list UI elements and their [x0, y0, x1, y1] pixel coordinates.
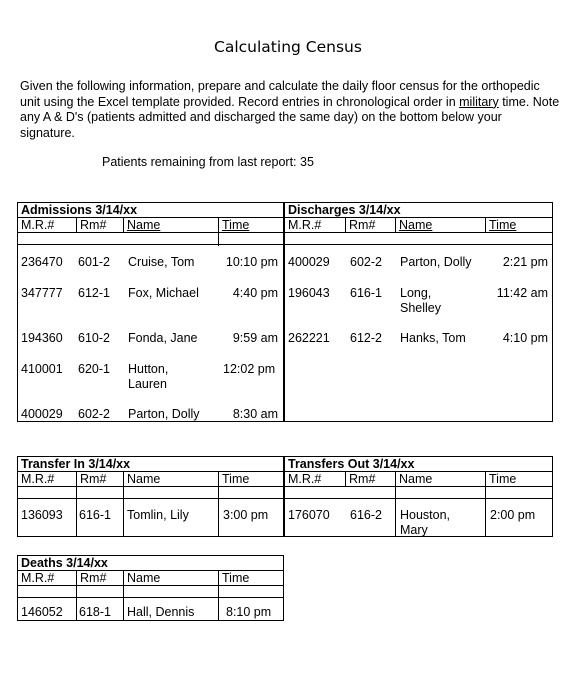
transfer-in-col-rm: Rm# [76, 472, 106, 486]
room-number: 618-1 [79, 605, 111, 619]
transfers-out-col-mr: M.R.# [288, 472, 322, 486]
mr-number: 262221 [288, 331, 330, 345]
event-time: 12:02 pm [223, 362, 276, 376]
event-time: 9:59 am [232, 331, 278, 345]
admissions-divider [218, 233, 219, 246]
mr-number: 236470 [21, 255, 63, 269]
transfer-in-divider [76, 487, 77, 536]
event-time: 11:42 am [496, 286, 548, 300]
room-number: 612-1 [78, 286, 110, 300]
room-number: 601-2 [78, 255, 110, 269]
mr-number: 176070 [288, 508, 330, 522]
document-title: Calculating Census [214, 38, 362, 56]
patient-name: Parton, Dolly [400, 255, 472, 269]
room-number: 610-2 [78, 331, 110, 345]
transfer-in-table [17, 456, 284, 537]
admissions-col-mr: M.R.# [21, 218, 55, 232]
patient-name: Cruise, Tom [128, 255, 195, 269]
patient-name: Hanks, Tom [400, 331, 466, 345]
deaths-col-time: Time [218, 571, 249, 585]
deaths-col-name: Name [123, 571, 160, 585]
deaths-divider [123, 586, 124, 620]
deaths-spacer [18, 586, 283, 598]
admissions-title: Admissions 3/14/xx [18, 203, 283, 218]
event-time: 8:30 am [232, 407, 278, 421]
event-time: 4:10 pm [502, 331, 548, 345]
instructions-military: military [459, 94, 499, 109]
deaths-col-rm: Rm# [76, 571, 106, 585]
discharges-col-time: Time [485, 218, 516, 232]
deaths-divider [76, 586, 77, 620]
discharges-spacer [285, 233, 552, 245]
mr-number: 136093 [21, 508, 63, 522]
patient-name: Hall, Dennis [127, 605, 195, 619]
transfers-out-header [285, 472, 552, 487]
patient-name: Long, Shelley [400, 286, 441, 315]
room-number: 620-1 [78, 362, 110, 376]
room-number: 616-1 [79, 508, 111, 522]
mr-number: 194360 [21, 331, 63, 345]
transfer-in-title: Transfer In 3/14/xx [18, 457, 283, 472]
transfers-out-title: Transfers Out 3/14/xx [285, 457, 552, 472]
event-time: 10:10 pm [225, 255, 278, 269]
patient-name: Fox, Michael [128, 286, 199, 300]
patient-name: Houston, Mary [400, 508, 451, 537]
patient-name: Tomlin, Lily [127, 508, 189, 522]
transfers-out-spacer [285, 487, 552, 499]
transfer-in-col-mr: M.R.# [21, 472, 55, 486]
admissions-col-time: Time [218, 218, 249, 232]
admissions-header [18, 218, 283, 233]
transfer-in-divider [123, 487, 124, 536]
discharges-col-mr: M.R.# [288, 218, 322, 232]
admissions-table [17, 202, 284, 422]
transfers-out-col-rm: Rm# [345, 472, 375, 486]
transfers-out-table [284, 456, 553, 537]
mr-number: 410001 [21, 362, 63, 376]
transfer-in-col-time: Time [218, 472, 249, 486]
discharges-header [285, 218, 552, 233]
deaths-table [17, 555, 284, 621]
transfers-out-divider [395, 487, 396, 536]
transfers-out-col-time: Time [485, 472, 516, 486]
event-time: 8:10 pm [226, 605, 272, 619]
transfers-out-col-name: Name [395, 472, 432, 486]
room-number: 612-2 [350, 331, 382, 345]
discharges-col-rm: Rm# [345, 218, 375, 232]
room-number: 602-2 [78, 407, 110, 421]
discharges-title: Discharges 3/14/xx [285, 203, 552, 218]
transfer-in-spacer [18, 487, 283, 499]
deaths-title: Deaths 3/14/xx [18, 556, 283, 571]
instructions [20, 79, 560, 141]
deaths-header [18, 571, 283, 586]
discharges-table [284, 202, 553, 422]
discharges-col-name: Name [395, 218, 432, 232]
mr-number: 400029 [21, 407, 63, 421]
transfers-out-divider [485, 487, 486, 536]
event-time: 2:00 pm [490, 508, 536, 522]
transfer-in-header [18, 472, 283, 487]
instructions-part-1: Given the following information, prepare and calculate the daily floor census for the orthopedic unit using the Excel template provided. Record entries in chronological order in [20, 79, 540, 109]
admissions-col-rm: Rm# [76, 218, 106, 232]
mr-number: 347777 [21, 286, 63, 300]
admissions-spacer [18, 233, 283, 245]
event-time: 2:21 pm [502, 255, 548, 269]
event-time: 3:00 pm [223, 508, 269, 522]
patient-name: Hutton, Lauren [128, 362, 169, 391]
room-number: 616-2 [350, 508, 382, 522]
event-time: 4:40 pm [232, 286, 278, 300]
deaths-col-mr: M.R.# [21, 571, 55, 585]
transfer-in-divider [218, 487, 219, 536]
mr-number: 196043 [288, 286, 330, 300]
instructions-part-2: time. Note any A & D's (patients admitted and discharged the same day) on the bottom below your signature. [20, 94, 560, 140]
room-number: 602-2 [350, 255, 382, 269]
mr-number: 400029 [288, 255, 330, 269]
admissions-col-name: Name [123, 218, 160, 232]
mr-number: 146052 [21, 605, 63, 619]
patient-name: Fonda, Jane [128, 331, 198, 345]
patients-remaining: Patients remaining from last report: 35 [102, 155, 314, 169]
room-number: 616-1 [350, 286, 382, 300]
deaths-divider [218, 586, 219, 620]
patient-name: Parton, Dolly [128, 407, 200, 421]
transfer-in-col-name: Name [123, 472, 160, 486]
